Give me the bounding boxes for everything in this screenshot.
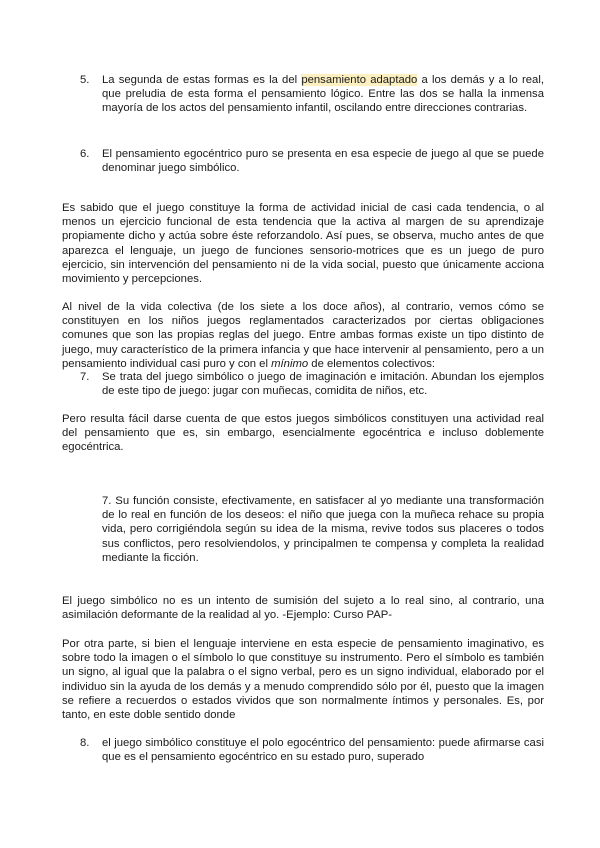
paragraph-2 — [62, 300, 544, 371]
highlighted-phrase: pensamiento adaptado — [301, 74, 418, 86]
paragraph-3: Pero resulta fácil darse cuenta de que estos juegos simbólicos constituyen una actividad real del pensamiento que es, sin embargo, esencialmente egocéntrica e incluso doblemente egocéntrica. — [62, 413, 544, 454]
item-5-text-b: a los demás y a lo real, que preludia de esta forma el pensamiento lógico. Entre las dos se halla la inmensa mayoría de los actos del pensamiento infantil, oscilando entre direcciones contrarias. — [102, 74, 544, 115]
item-7-text: Se trata del juego simbólico o juego de imaginación e imitación. Abundan los ejemplos de este tipo de juego: jugar con muñecas, comidita de niños, etc. — [102, 371, 544, 398]
paragraph-1: Es sabido que el juego constituye la forma de actividad inicial de casi cada tendencia, o al menos un ejercicio funcional de esta tendencia que la activa al margen de su aprendizaje propiamente dicho y actúa sobre éste reforzandolo. Así pues, se observa, mucho antes de que aparezca el lenguaje, un juego de funciones sensorio-motrices que es un juego de puro ejercicio, sin intervención del pensamiento ni de la vida social, puesto que únicamente acciona movimiento y percepciones. — [62, 202, 544, 286]
paragraph-5: El juego simbólico no es un intento de sumisión del sujeto a lo real sino, al contrario, una asimilación deformante de la realidad al yo. -Ejemplo: Curso PAP- — [62, 595, 544, 622]
item-8-text: el juego simbólico constituye el polo egocéntrico del pensamiento: puede afirmarse casi que es el pensamiento egocéntrico en su estado puro, superado — [102, 737, 544, 764]
paragraph-4: 7. Su función consiste, efectivamente, en satisfacer al yo mediante una transformación de lo real en función de los deseos: el niño que juega con la muñeca rehace su propia vida, pero corrigiéndola según su idea de la misma, revive todos sus placeres o todos sus conflictos, pero resolviendolos, y principalmen te compensa y completa la realidad mediante la ficción. — [102, 495, 544, 564]
item-7-number: 7. — [80, 371, 90, 383]
item-5-text — [102, 73, 544, 116]
paragraph-2-a: Al nivel de la vida colectiva (de los siete a los doce años), al contrario, vemos cómo se constituyen en los niños juegos reglamentados caracterizados por ciertas obligaciones comunes que son las propias reglas del juego. Entre ambas formas existe un tipo distinto de juego, muy característico de la primera infancia y que hace intervenir al pensamiento, pero a un pensamiento individual casi puro y con el — [62, 301, 544, 370]
paragraph-2-b: de elementos colectivos: — [308, 357, 436, 370]
item-5-number: 5. — [80, 74, 90, 86]
item-6-text: El pensamiento egocéntrico puro se presenta en esa especie de juego al que se puede denominar juego simbólico. — [102, 148, 544, 175]
paragraph-2-italic: mínimo — [271, 357, 309, 370]
item-6-number: 6. — [80, 148, 90, 160]
item-8-number: 8. — [80, 737, 90, 749]
item-5-text-a: La segunda de estas formas es la del — [102, 74, 302, 86]
paragraph-6: Por otra parte, si bien el lenguaje interviene en esta especie de pensamiento imaginativo, es sobre todo la imagen o el símbolo lo que constituye su instrumento. Pero el símbolo es también un signo, al igual que la palabra o el signo verbal, pero es un signo individual, elaborado por el individuo sin la ayuda de los demás y a menudo comprendido sólo por él, puesto que la imagen se refiere a recuerdos o estados vividos que son normalmente íntimos y personales. Es, por tanto, en este doble sentido donde — [62, 638, 544, 722]
